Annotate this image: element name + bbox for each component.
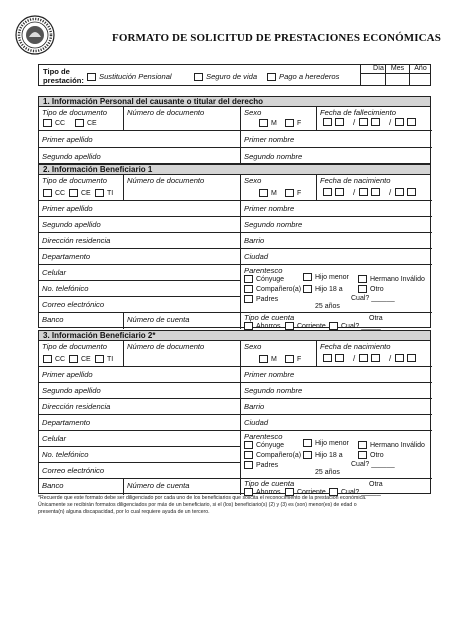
tipo-prestacion-label: Tipo de prestación:: [43, 67, 84, 85]
sexo-f-option[interactable]: F: [285, 119, 301, 127]
checkbox[interactable]: [285, 322, 294, 330]
sexo-m-option[interactable]: M: [259, 119, 277, 127]
tipo-documento-cell: Tipo de documento CC CE TI: [39, 341, 124, 367]
parentesco-otro[interactable]: Otro: [358, 285, 384, 293]
primer-nombre-field[interactable]: Primer nombre: [241, 201, 432, 217]
parentesco-padres[interactable]: Padres: [244, 461, 278, 469]
correo-field[interactable]: Correo electrónico: [39, 463, 241, 479]
checkbox[interactable]: [358, 451, 367, 459]
doc-ce-option[interactable]: CE: [69, 355, 91, 363]
numero-documento-cell[interactable]: Número de documento: [124, 107, 241, 131]
section-causante: [38, 96, 431, 164]
checkbox[interactable]: [267, 73, 276, 81]
checkbox[interactable]: [244, 295, 253, 303]
sexo-cell: Sexo M F: [241, 175, 317, 201]
parentesco-cual-input[interactable]: Cual? ______: [351, 295, 395, 302]
segundo-nombre-field[interactable]: Segundo nombre: [241, 217, 432, 233]
telefono-field[interactable]: No. telefónico: [39, 281, 241, 297]
date-input-ano[interactable]: [409, 74, 431, 86]
sexo-cell: Sexo M F: [241, 107, 317, 131]
section-2-title: 2. Información Beneficiario 1: [39, 165, 430, 175]
parentesco-padres[interactable]: Padres: [244, 295, 278, 303]
sexo-m-option[interactable]: M: [259, 189, 277, 197]
checkbox[interactable]: [303, 451, 312, 459]
sexo-m-option[interactable]: M: [259, 355, 277, 363]
ciudad-field[interactable]: Ciudad: [241, 415, 432, 431]
date-input-mes[interactable]: [385, 74, 409, 86]
primer-nombre-field[interactable]: Primer nombre: [241, 131, 432, 148]
banco-field[interactable]: Banco: [39, 479, 124, 495]
checkbox[interactable]: [69, 189, 78, 197]
direccion-field[interactable]: Dirección residencia: [39, 399, 241, 415]
section-beneficiario-2: [38, 330, 431, 494]
fecha-mes-input[interactable]: [359, 188, 383, 196]
sexo-f-option[interactable]: F: [285, 355, 301, 363]
tipo-cuenta-cell: Tipo de cuenta Ahorros Corriente Otra Cual? _____: [244, 479, 383, 496]
section-3-title: 3. Información Beneficiario 2*: [39, 331, 430, 341]
checkbox[interactable]: [43, 189, 52, 197]
primer-apellido-field[interactable]: Primer apellido: [39, 367, 241, 383]
cuenta-ahorros[interactable]: Ahorros: [244, 488, 281, 496]
parentesco-hermano-invalido[interactable]: Hermano Inválido: [358, 441, 425, 449]
parentesco-cual-input[interactable]: Cual? ______: [351, 461, 395, 468]
correo-field[interactable]: Correo electrónico: [39, 297, 241, 313]
section-1-title: 1. Información Personal del causante o titular del derecho: [39, 97, 430, 107]
departamento-field[interactable]: Departamento: [39, 249, 241, 265]
parentesco-otro[interactable]: Otro: [358, 451, 384, 459]
checkbox[interactable]: [69, 355, 78, 363]
doc-cc-option[interactable]: CC: [43, 355, 65, 363]
segundo-apellido-field[interactable]: Segundo apellido: [39, 217, 241, 233]
date-header-mes: Mes: [385, 65, 409, 74]
date-header-ano: Año: [409, 65, 431, 74]
fecha-ano-input[interactable]: [395, 188, 419, 196]
fecha-fallecimiento-cell: Fecha de fallecimiento / /: [317, 107, 432, 131]
barrio-field[interactable]: Barrio: [241, 399, 432, 415]
checkbox[interactable]: [194, 73, 203, 81]
cuenta-otra[interactable]: Cual? _____: [329, 488, 381, 496]
fecha-mes-input[interactable]: [359, 118, 383, 126]
checkbox[interactable]: [285, 355, 294, 363]
primer-nombre-field[interactable]: Primer nombre: [241, 367, 432, 383]
checkbox[interactable]: [303, 439, 312, 447]
tipo-cuenta-cell: Tipo de cuenta Ahorros Corriente Otra Cual? _____: [244, 313, 383, 330]
cuenta-ahorros[interactable]: Ahorros: [244, 322, 281, 330]
tipo-documento-cell: Tipo de documento CC CE TI: [39, 175, 124, 201]
tipo-prestacion-row: [38, 64, 431, 86]
checkbox[interactable]: [358, 441, 367, 449]
checkbox[interactable]: [285, 119, 294, 127]
parentesco-hijo-menor[interactable]: Hijo menor: [303, 439, 349, 447]
hijo-18-25-label: 25 años: [315, 303, 340, 310]
checkbox[interactable]: [244, 461, 253, 469]
footnote: *Recuerde que este formato debe ser diligenciado por cada uno de los beneficiarios que solicita el reconocimiento de la prestación económica. Únicamente se recibirán formatos diligenciados por más de un beneficiario, si el (los) beneficiario(s) (2) y (3) es (son) menor(es) de edad o presenta(n) alguna discapacidad, por lo cual requiere ayuda de un tercero.: [38, 495, 367, 515]
date-input-dia[interactable]: [360, 74, 385, 86]
checkbox[interactable]: [285, 189, 294, 197]
checkbox[interactable]: [244, 451, 253, 459]
numero-cuenta-field[interactable]: Número de cuenta: [124, 313, 241, 329]
parentesco-hermano-invalido[interactable]: Hermano Inválido: [358, 275, 425, 283]
checkbox[interactable]: [303, 285, 312, 293]
tipo-documento-cell: Tipo de documento CC CE: [39, 107, 124, 131]
segundo-nombre-field[interactable]: Segundo nombre: [241, 383, 432, 399]
segundo-apellido-field[interactable]: Segundo apellido: [39, 383, 241, 399]
parentesco-hijo-menor[interactable]: Hijo menor: [303, 273, 349, 281]
celular-field[interactable]: Celular: [39, 431, 241, 447]
segundo-apellido-field[interactable]: Segundo apellido: [39, 148, 241, 165]
checkbox[interactable]: [95, 189, 104, 197]
segundo-nombre-field[interactable]: Segundo nombre: [244, 152, 303, 161]
parentesco-companero[interactable]: Compañero(a): [244, 451, 301, 459]
checkbox[interactable]: [244, 441, 253, 449]
numero-documento-cell[interactable]: Número de documento: [124, 175, 241, 201]
checkbox[interactable]: [244, 285, 253, 293]
checkbox[interactable]: [358, 275, 367, 283]
checkbox[interactable]: [329, 322, 338, 330]
fecha-ano-input[interactable]: [395, 118, 419, 126]
checkbox[interactable]: [259, 119, 268, 127]
doc-ce-option[interactable]: CE: [69, 189, 91, 197]
checkbox[interactable]: [244, 322, 253, 330]
checkbox[interactable]: [87, 73, 96, 81]
cuenta-otra-label: Otra: [369, 315, 383, 322]
parentesco-hijo-18-25[interactable]: Hijo 18 a: [303, 285, 343, 293]
numero-cuenta-field[interactable]: Número de cuenta: [124, 479, 241, 495]
doc-cc-option[interactable]: CC: [43, 189, 65, 197]
cuenta-corriente[interactable]: Corriente: [285, 322, 326, 330]
fecha-mes-input[interactable]: [359, 354, 383, 362]
cuenta-corriente[interactable]: Corriente: [285, 488, 326, 496]
hijo-18-25-label: 25 años: [315, 469, 340, 476]
document-title: FORMATO DE SOLICITUD DE PRESTACIONES ECONÓMICAS: [112, 32, 441, 44]
fecha-dia-input[interactable]: [323, 188, 347, 196]
checkbox[interactable]: [358, 285, 367, 293]
option-sustitucion[interactable]: Sustitución Pensional: [87, 72, 172, 81]
primer-apellido-field[interactable]: Primer apellido: [39, 131, 241, 148]
checkbox[interactable]: [259, 355, 268, 363]
bank-seal-logo: [15, 15, 55, 55]
checkbox[interactable]: [95, 355, 104, 363]
ciudad-field[interactable]: Ciudad: [241, 249, 432, 265]
checkbox[interactable]: [303, 273, 312, 281]
fecha-nacimiento-cell: Fecha de nacimiento / /: [317, 341, 432, 367]
parentesco-cell: Parentesco Cónyuge Compañero(a) Padres Hijo menor Hijo 18 a 25 años Hermano Inválido Otro Cual? ______: [241, 265, 432, 313]
fecha-nacimiento-cell: Fecha de nacimiento / /: [317, 175, 432, 201]
fecha-dia-input[interactable]: [323, 354, 347, 362]
sexo-f-option[interactable]: F: [285, 189, 301, 197]
parentesco-hijo-18-25[interactable]: Hijo 18 a: [303, 451, 343, 459]
checkbox[interactable]: [75, 119, 84, 127]
checkbox[interactable]: [43, 119, 52, 127]
fecha-dia-input[interactable]: [323, 118, 347, 126]
direccion-field[interactable]: Dirección residencia: [39, 233, 241, 249]
parentesco-conyuge[interactable]: Cónyuge: [244, 275, 284, 283]
section-beneficiario-1: [38, 164, 431, 328]
parentesco-companero[interactable]: Compañero(a): [244, 285, 301, 293]
doc-ce-option[interactable]: CE: [75, 119, 97, 127]
doc-ti-option[interactable]: TI: [95, 189, 113, 197]
checkbox[interactable]: [259, 189, 268, 197]
telefono-field[interactable]: No. telefónico: [39, 447, 241, 463]
fecha-ano-input[interactable]: [395, 354, 419, 362]
banco-field[interactable]: Banco: [39, 313, 124, 329]
celular-field[interactable]: Celular: [39, 265, 241, 281]
primer-apellido-field[interactable]: Primer apellido: [39, 201, 241, 217]
option-pago-herederos[interactable]: Pago a herederos: [267, 72, 339, 81]
date-header-dia: Día: [360, 65, 396, 74]
departamento-field[interactable]: Departamento: [39, 415, 241, 431]
parentesco-cell: Parentesco Cónyuge Compañero(a) Padres Hijo menor Hijo 18 a 25 años Hermano Inválido Otro Cual? ______: [241, 431, 432, 479]
barrio-field[interactable]: Barrio: [241, 233, 432, 249]
cuenta-otra[interactable]: Cual? _____: [329, 322, 381, 330]
cuenta-otra-label: Otra: [369, 481, 383, 488]
checkbox[interactable]: [43, 355, 52, 363]
parentesco-conyuge[interactable]: Cónyuge: [244, 441, 284, 449]
doc-cc-option[interactable]: CC: [43, 119, 65, 127]
doc-ti-option[interactable]: TI: [95, 355, 113, 363]
option-seguro-vida[interactable]: Seguro de vida: [194, 72, 257, 81]
numero-documento-cell[interactable]: Número de documento: [124, 341, 241, 367]
checkbox[interactable]: [244, 275, 253, 283]
sexo-cell: Sexo M F: [241, 341, 317, 367]
